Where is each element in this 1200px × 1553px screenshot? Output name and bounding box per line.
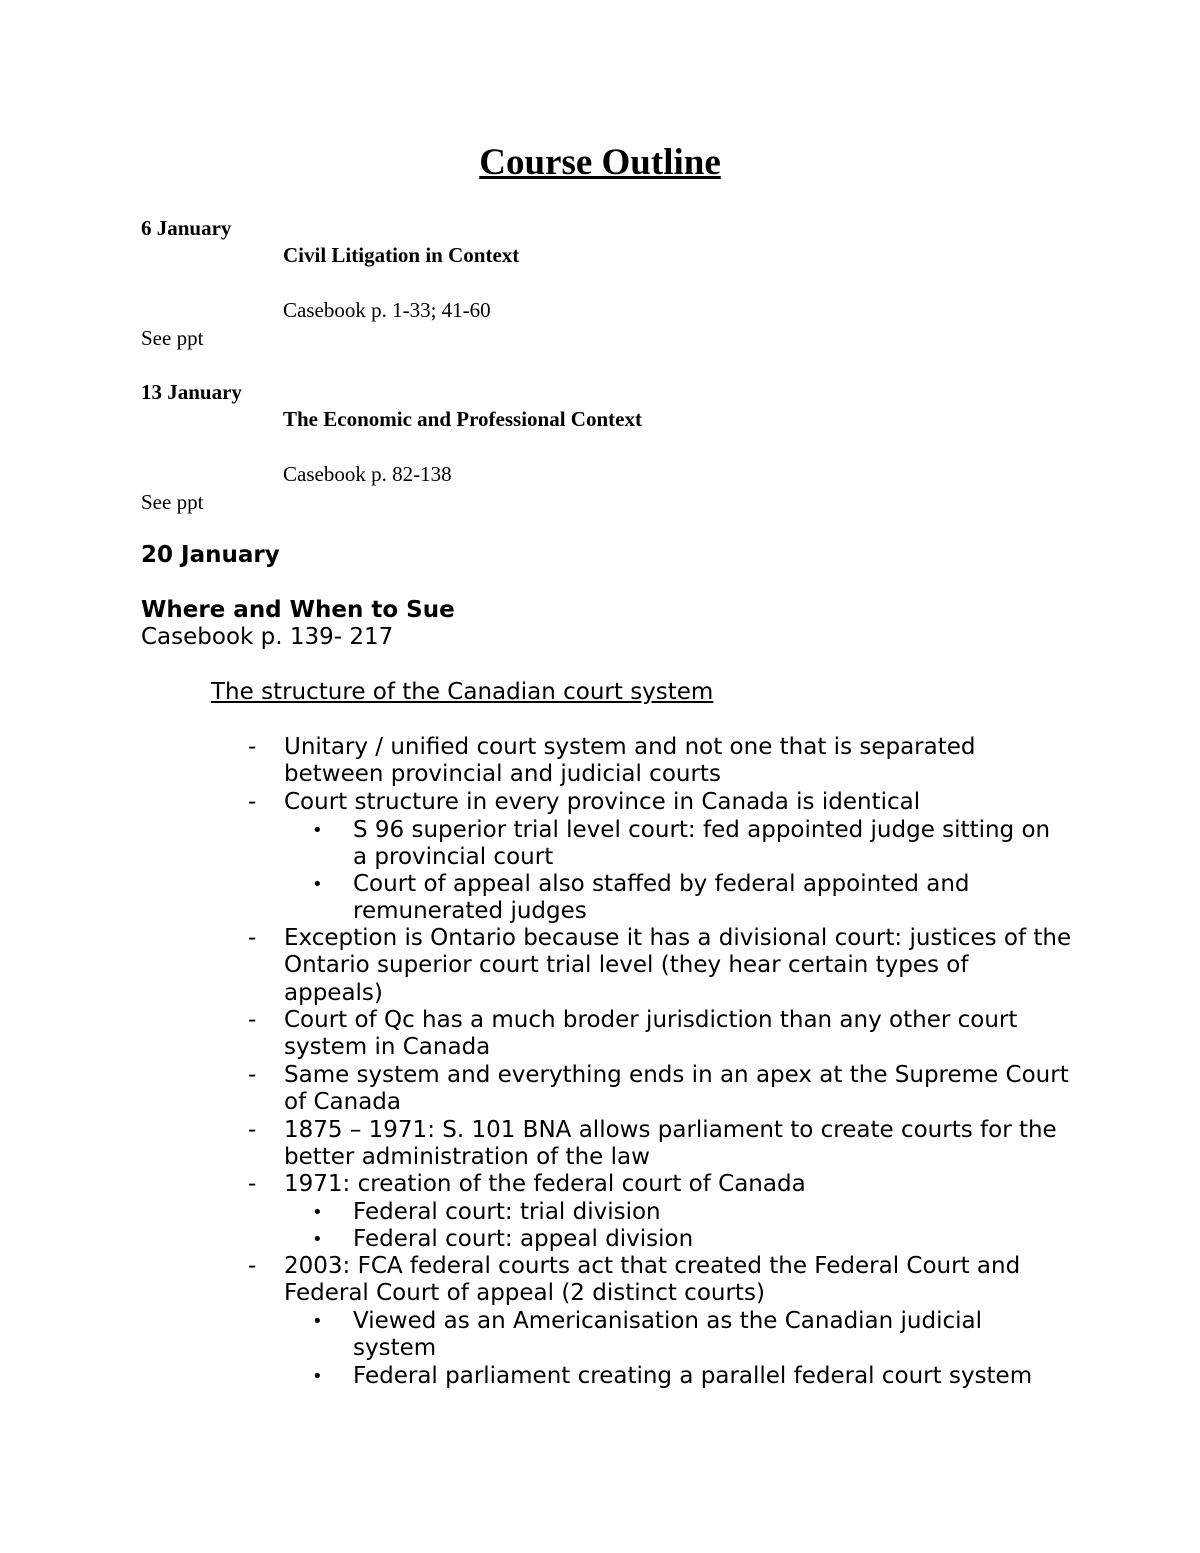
dash-bullet: -	[248, 734, 257, 760]
list-item: Federal parliament creating a parallel federal court system	[353, 1363, 1033, 1389]
list-item: Exception is Ontario because it has a divisional court: justices of the Ontario superior court trial level (they hear certain types of appeals)	[284, 925, 1072, 1006]
dash-bullet: -	[248, 925, 257, 951]
week-topic: Where and When to Sue	[141, 597, 455, 623]
list-item: Federal court: appeal division	[353, 1226, 694, 1252]
week-note: See ppt	[141, 490, 204, 514]
dot-bullet: •	[312, 874, 323, 895]
dot-bullet: •	[312, 1366, 323, 1387]
list-item: Court of appeal also staffed by federal appointed and remunerated judges	[353, 871, 970, 925]
list-item: Same system and everything ends in an apex at the Supreme Court of Canada	[284, 1062, 1069, 1116]
dash-bullet: -	[248, 1007, 257, 1033]
week-date: 6 January	[141, 216, 232, 240]
section-subheading: The structure of the Canadian court system	[211, 679, 714, 705]
list-item: 1875 – 1971: S. 101 BNA allows parliament to create courts for the better administration of the law	[284, 1117, 1057, 1171]
week-note: See ppt	[141, 326, 204, 350]
list-item: S 96 superior trial level court: fed appointed judge sitting on a provincial court	[353, 817, 1051, 871]
week-reading: Casebook p. 82-138	[283, 462, 452, 486]
week-reading: Casebook p. 139- 217	[141, 624, 394, 650]
dash-bullet: -	[248, 1117, 257, 1143]
list-item: Federal court: trial division	[353, 1199, 661, 1225]
list-item: Viewed as an Americanisation as the Canadian judicial system	[353, 1308, 983, 1362]
week-reading: Casebook p. 1-33; 41-60	[283, 298, 491, 322]
dot-bullet: •	[312, 820, 323, 841]
dot-bullet: •	[312, 1202, 323, 1223]
week-date: 20 January	[141, 542, 280, 568]
week-date: 13 January	[141, 380, 242, 404]
dash-bullet: -	[248, 1171, 257, 1197]
dot-bullet: •	[312, 1311, 323, 1332]
list-item: 2003: FCA federal courts act that created the Federal Court and Federal Court of appeal (2 distinct courts)	[284, 1253, 1021, 1307]
list-item: Court structure in every province in Canada is identical	[284, 789, 921, 815]
week-topic: Civil Litigation in Context	[283, 243, 520, 267]
dot-bullet: •	[312, 1229, 323, 1250]
document-title: Course Outline	[479, 142, 721, 183]
list-item: Court of Qc has a much broder jurisdiction than any other court system in Canada	[284, 1007, 1018, 1061]
list-item: 1971: creation of the federal court of Canada	[284, 1171, 806, 1197]
dash-bullet: -	[248, 789, 257, 815]
week-topic: The Economic and Professional Context	[283, 407, 642, 431]
list-item: Unitary / unified court system and not one that is separated between provincial and judicial courts	[284, 734, 976, 788]
dash-bullet: -	[248, 1253, 257, 1279]
dash-bullet: -	[248, 1062, 257, 1088]
